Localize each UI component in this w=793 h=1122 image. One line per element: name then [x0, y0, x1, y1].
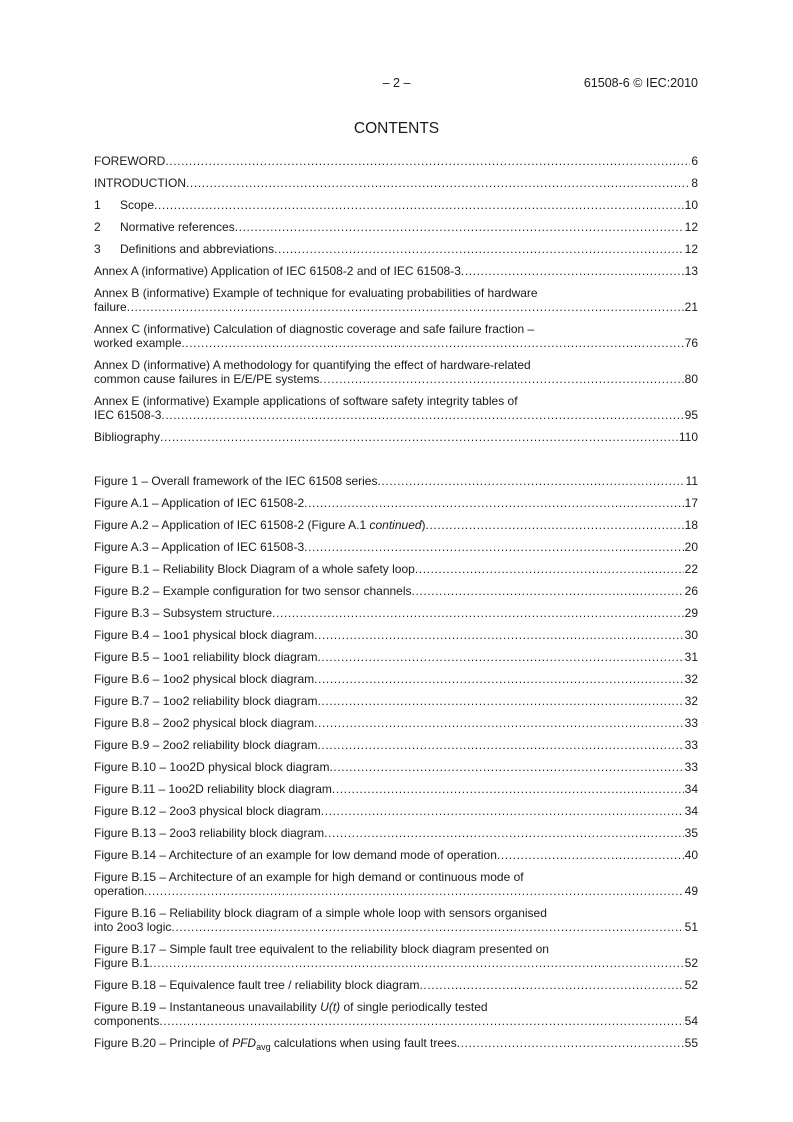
toc-entry-line [94, 584, 698, 598]
toc-entry-text [94, 430, 160, 444]
toc-text-segment: Figure B.9 – 2oo2 reliability block diagram [94, 738, 318, 752]
page-number-ref[interactable]: 12 [684, 220, 698, 234]
dot-leader [461, 264, 684, 278]
section-number: 3 [94, 242, 101, 256]
toc-text-segment: IEC 61508-3 [94, 408, 162, 422]
toc-text-segment: failure [94, 300, 127, 314]
page-number-ref[interactable]: 13 [684, 264, 698, 278]
dot-leader [165, 154, 690, 168]
toc-entry-text [94, 220, 235, 234]
toc-text-segment: U(t) [320, 1000, 341, 1014]
toc-entry-line [94, 956, 698, 970]
toc-entry[interactable] [94, 536, 698, 558]
toc-entry-text [94, 920, 171, 934]
toc-entry-line [94, 286, 698, 300]
dot-leader [420, 978, 684, 992]
dot-leader [144, 884, 684, 898]
dot-leader [272, 606, 684, 620]
toc-entry[interactable] [94, 318, 698, 354]
page-number-ref[interactable]: 76 [684, 336, 698, 350]
toc-entry-line [94, 358, 698, 372]
toc-entry-line [94, 848, 698, 862]
toc-entry[interactable] [94, 558, 698, 580]
dot-leader [186, 176, 690, 190]
toc-entry[interactable] [94, 390, 698, 426]
page-number-ref[interactable]: 33 [684, 738, 698, 752]
toc-entry[interactable] [94, 426, 698, 448]
page-number-ref[interactable]: 11 [685, 474, 698, 488]
toc-entry[interactable] [94, 646, 698, 668]
toc-entry[interactable] [94, 624, 698, 646]
toc-text-segment: Figure B.14 – Architecture of an example for low demand mode of operation [94, 848, 497, 862]
toc-entry-line [94, 220, 698, 234]
toc-entry-text [94, 540, 304, 554]
toc-text-segment: continued [369, 518, 422, 532]
toc-entry[interactable] [94, 756, 698, 778]
toc-entry[interactable] [94, 822, 698, 844]
toc-entry-text [94, 474, 377, 488]
toc-entry-line [94, 496, 698, 510]
toc-text-segment: of single periodically tested [340, 1000, 488, 1014]
toc-entry-line [94, 870, 698, 884]
page-number-ref[interactable]: 32 [684, 694, 698, 708]
toc-entry-text [94, 496, 304, 510]
toc-entry-line [94, 738, 698, 752]
dot-leader [149, 956, 683, 970]
toc-entry[interactable] [94, 194, 698, 216]
page-number-ref[interactable]: 34 [684, 804, 698, 818]
dot-leader [235, 220, 684, 234]
toc-text-segment: components [94, 1014, 160, 1028]
dot-leader [415, 562, 684, 576]
toc-entry[interactable] [94, 996, 698, 1032]
toc-entry[interactable] [94, 974, 698, 996]
toc-text-segment: Figure B.17 – Simple fault tree equivalent to the reliability block diagram presented on [94, 942, 549, 956]
toc-entry-line [94, 540, 698, 554]
dot-leader [304, 496, 684, 510]
dot-leader [160, 430, 678, 444]
page-number-ref[interactable]: 33 [684, 716, 698, 730]
page-number-ref[interactable]: 95 [684, 408, 698, 422]
table-of-contents [94, 150, 698, 1054]
toc-entry-text [94, 358, 531, 372]
dot-leader [317, 694, 683, 708]
toc-text-segment: ) [421, 518, 426, 532]
toc-entry[interactable] [94, 354, 698, 390]
toc-entry[interactable] [94, 844, 698, 866]
dot-leader [321, 804, 684, 818]
toc-text-segment: Normative references [120, 220, 235, 234]
page-number-ref[interactable]: 22 [684, 562, 698, 576]
toc-text-segment: Annex C (informative) Calculation of diagnostic coverage and safe failure fraction – [94, 322, 535, 336]
toc-entry-line [94, 920, 698, 934]
toc-entry-text [94, 518, 426, 532]
dot-leader [314, 716, 684, 730]
toc-entry[interactable] [94, 282, 698, 318]
toc-entry-text [94, 804, 321, 818]
toc-entry[interactable] [94, 902, 698, 938]
page-number-ref[interactable]: 18 [684, 518, 698, 532]
toc-entry-text [94, 870, 524, 884]
page-number-ref[interactable]: 51 [684, 920, 698, 934]
section-number: 2 [94, 220, 101, 234]
dot-leader [317, 738, 683, 752]
toc-entry-text [94, 562, 415, 576]
page-number-ref[interactable]: 35 [684, 826, 698, 840]
toc-entry-line [94, 942, 698, 956]
toc-entry[interactable] [94, 712, 698, 734]
list-gap [94, 448, 698, 470]
toc-entry-line [94, 518, 698, 532]
toc-entry-text [94, 584, 412, 598]
toc-entry[interactable] [94, 580, 698, 602]
toc-entry-line [94, 198, 698, 212]
toc-text-segment: calculations when using fault trees [270, 1036, 457, 1050]
toc-entry-line [94, 760, 698, 774]
page-number-ref[interactable]: 8 [691, 176, 698, 190]
toc-text-segment: Figure B.15 – Architecture of an example for high demand or continuous mode of [94, 870, 524, 884]
toc-entry-text [94, 650, 317, 664]
toc-entry-line [94, 322, 698, 336]
toc-entry-text [94, 1036, 457, 1050]
toc-entry-text [94, 1014, 159, 1028]
toc-entry-line [94, 430, 698, 444]
dot-leader [314, 628, 684, 642]
toc-entry-text [94, 154, 165, 168]
dot-leader [274, 242, 684, 256]
dot-leader [314, 672, 684, 686]
toc-entry-line [94, 408, 698, 422]
toc-entry-line [94, 300, 698, 314]
page-number-ref[interactable]: 52 [684, 978, 698, 992]
toc-entry-text [94, 394, 518, 408]
toc-text-segment: Figure B.13 – 2oo3 reliability block diagram [94, 826, 325, 840]
toc-entry[interactable] [94, 238, 698, 260]
dot-leader [377, 474, 684, 488]
toc-entry-line [94, 782, 698, 796]
toc-entry[interactable] [94, 938, 698, 974]
toc-entry-text [94, 884, 144, 898]
page-number-ref[interactable]: 17 [684, 496, 698, 510]
toc-entry-text [94, 372, 319, 386]
toc-text-segment: operation [94, 884, 145, 898]
toc-entry-line [94, 372, 698, 386]
toc-text-segment: Figure B.1 [94, 956, 150, 970]
toc-entry-text [94, 300, 127, 314]
toc-entry[interactable] [94, 150, 698, 172]
page-number-ref[interactable]: 31 [684, 650, 698, 664]
toc-entry[interactable] [94, 1032, 698, 1054]
page-number-ref[interactable]: 26 [684, 584, 698, 598]
toc-text-segment: Annex E (informative) Example applications of software safety integrity tables of [94, 394, 518, 408]
toc-entry[interactable] [94, 216, 698, 238]
toc-text-segment: Figure B.16 – Reliability block diagram of a simple whole loop with sensors organised [94, 906, 547, 920]
toc-text-segment: Annex D (informative) A methodology for quantifying the effect of hardware-related [94, 358, 531, 372]
toc-entry[interactable] [94, 866, 698, 902]
toc-entry-line [94, 242, 698, 256]
toc-entry-text [94, 694, 317, 708]
toc-text-segment: Figure B.4 – 1oo1 physical block diagram [94, 628, 315, 642]
dot-leader [457, 1036, 684, 1050]
toc-text-segment: Figure B.2 – Example configuration for two sensor channels [94, 584, 412, 598]
toc-entry[interactable] [94, 492, 698, 514]
page-number-ref[interactable]: 33 [684, 760, 698, 774]
page-number-ref[interactable]: 6 [691, 154, 698, 168]
toc-entry-text [94, 848, 497, 862]
toc-entry[interactable] [94, 668, 698, 690]
toc-text-segment: Definitions and abbreviations [120, 242, 275, 256]
dot-leader [159, 1014, 683, 1028]
toc-text-segment: Bibliography [94, 430, 161, 444]
toc-entry-text [94, 942, 549, 956]
toc-entry-line [94, 176, 698, 190]
toc-text-segment: Annex A (informative) Application of IEC 61508-2 and of IEC 61508-3 [94, 264, 461, 278]
toc-entry-line [94, 826, 698, 840]
toc-text-segment: Figure B.5 – 1oo1 reliability block diagram [94, 650, 318, 664]
toc-text-segment: Figure B.10 – 1oo2D physical block diagram [94, 760, 330, 774]
dot-leader [497, 848, 684, 862]
toc-entry[interactable] [94, 778, 698, 800]
dot-leader [324, 826, 684, 840]
page-number-ref[interactable]: 32 [684, 672, 698, 686]
toc-text-segment: Figure A.2 – Application of IEC 61508-2 (Figure A.1 [94, 518, 370, 532]
page-number-ref[interactable]: 34 [684, 782, 698, 796]
toc-entry-line [94, 394, 698, 408]
toc-entry-line [94, 672, 698, 686]
toc-entry[interactable] [94, 470, 698, 492]
toc-text-segment: avg [256, 1042, 271, 1052]
dot-leader [317, 650, 683, 664]
toc-text-segment: worked example [94, 336, 182, 350]
dot-leader [181, 336, 683, 350]
toc-text-segment: Figure B.1 – Reliability Block Diagram of a whole safety loop [94, 562, 415, 576]
toc-text-segment: Figure B.11 – 1oo2D reliability block diagram [94, 782, 332, 796]
toc-entry-text [94, 264, 461, 278]
toc-entry[interactable] [94, 260, 698, 282]
toc-entry-text [94, 242, 274, 256]
toc-entry-line [94, 336, 698, 350]
page-number-ref[interactable]: 20 [684, 540, 698, 554]
toc-text-segment: PFD [232, 1036, 257, 1050]
toc-text-segment: into 2oo3 logic [94, 920, 172, 934]
toc-text-segment: Figure A.1 – Application of IEC 61508-2 [94, 496, 305, 510]
toc-text-segment: FOREWORD [94, 154, 166, 168]
page-number-ref[interactable]: 54 [684, 1014, 698, 1028]
page-number-ref[interactable]: 52 [684, 956, 698, 970]
toc-entry-text [94, 606, 272, 620]
toc-entry-line [94, 606, 698, 620]
page-number-ref[interactable]: 10 [684, 198, 698, 212]
page-number-ref[interactable]: 80 [684, 372, 698, 386]
toc-text-segment: Figure B.18 – Equivalence fault tree / reliability block diagram [94, 978, 420, 992]
toc-entry-text [94, 628, 314, 642]
sections-list [94, 150, 698, 448]
dot-leader [332, 782, 684, 796]
toc-entry-text [94, 738, 317, 752]
toc-text-segment: Figure B.3 – Subsystem structure [94, 606, 273, 620]
toc-entry-line [94, 628, 698, 642]
page-number-ref[interactable]: 29 [684, 606, 698, 620]
toc-entry-line [94, 694, 698, 708]
page-number-ref[interactable]: 12 [684, 242, 698, 256]
toc-entry-text [94, 906, 547, 920]
page-number-ref[interactable]: 40 [684, 848, 698, 862]
toc-entry[interactable] [94, 800, 698, 822]
toc-entry-line [94, 154, 698, 168]
toc-entry-line [94, 804, 698, 818]
toc-text-segment: Figure B.6 – 1oo2 physical block diagram [94, 672, 315, 686]
toc-entry[interactable] [94, 602, 698, 624]
dot-leader [161, 408, 683, 422]
page-number: – 2 – [382, 76, 411, 90]
dot-leader [319, 372, 683, 386]
dot-leader [171, 920, 683, 934]
toc-entry-line [94, 978, 698, 992]
toc-entry-line [94, 884, 698, 898]
page-number-ref[interactable]: 49 [684, 884, 698, 898]
toc-entry[interactable] [94, 734, 698, 756]
standard-reference: 61508-6 © IEC:2010 [583, 76, 698, 90]
toc-text-segment: Figure B.19 – Instantaneous unavailability [94, 1000, 321, 1014]
toc-text-segment: INTRODUCTION [94, 176, 186, 190]
toc-entry-text [94, 322, 534, 336]
toc-entry-line [94, 1036, 698, 1050]
dot-leader [329, 760, 683, 774]
toc-entry[interactable] [94, 172, 698, 194]
toc-entry-text [94, 198, 154, 212]
figures-list [94, 470, 698, 1054]
toc-text-segment: common cause failures in E/E/PE systems [94, 372, 320, 386]
toc-entry-text [94, 956, 149, 970]
section-number: 1 [94, 198, 101, 212]
toc-entry-line [94, 562, 698, 576]
dot-leader [154, 198, 684, 212]
toc-entry-text [94, 408, 161, 422]
toc-entry-line [94, 1014, 698, 1028]
toc-entry-line [94, 474, 698, 488]
dot-leader [412, 584, 684, 598]
toc-entry-text [94, 760, 329, 774]
toc-text-segment: Figure B.20 – Principle of [94, 1036, 233, 1050]
page-number-ref[interactable]: 30 [684, 628, 698, 642]
toc-text-segment: Figure B.12 – 2oo3 physical block diagram [94, 804, 321, 818]
toc-text-segment: Figure 1 – Overall framework of the IEC 61508 series [94, 474, 378, 488]
toc-text-segment: Figure A.3 – Application of IEC 61508-3 [94, 540, 305, 554]
toc-entry[interactable] [94, 514, 698, 536]
toc-entry[interactable] [94, 690, 698, 712]
toc-entry-text [94, 716, 314, 730]
toc-entry-line [94, 1000, 698, 1014]
toc-entry-line [94, 264, 698, 278]
toc-entry-line [94, 716, 698, 730]
dot-leader [304, 540, 684, 554]
toc-entry-line [94, 906, 698, 920]
toc-entry-text [94, 336, 181, 350]
toc-text-segment: Annex B (informative) Example of technique for evaluating probabilities of hardware [94, 286, 538, 300]
contents-title: CONTENTS [353, 120, 440, 137]
page-number-ref[interactable]: 21 [684, 300, 698, 314]
toc-text-segment: Figure B.7 – 1oo2 reliability block diagram [94, 694, 318, 708]
toc-entry-text [94, 176, 186, 190]
page-number-ref[interactable]: 110 [678, 430, 698, 444]
toc-entry-text [94, 826, 324, 840]
toc-entry-line [94, 650, 698, 664]
toc-text-segment: Scope [120, 198, 155, 212]
toc-entry-text [94, 286, 538, 300]
toc-entry-text [94, 672, 314, 686]
dot-leader [426, 518, 684, 532]
toc-entry-text [94, 782, 332, 796]
dot-leader [127, 300, 684, 314]
page-number-ref[interactable]: 55 [684, 1036, 698, 1050]
toc-entry-text [94, 1000, 488, 1014]
toc-entry-text [94, 978, 420, 992]
toc-text-segment: Figure B.8 – 2oo2 physical block diagram [94, 716, 315, 730]
